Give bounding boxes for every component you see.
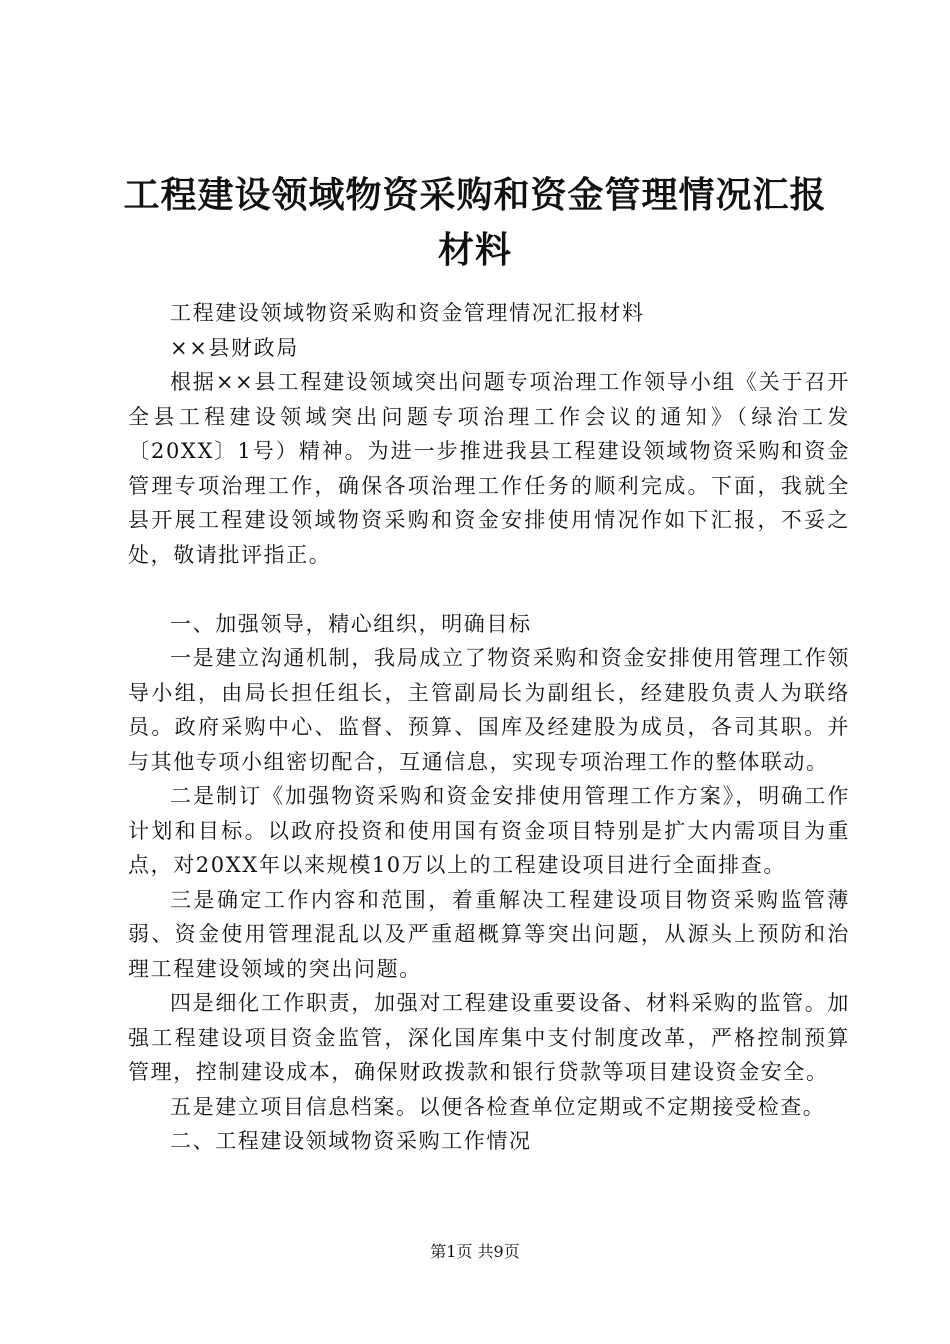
document-body: [128, 296, 850, 1159]
paragraph-subtitle: 工程建设领域物资采购和资金管理情况汇报材料: [170, 301, 645, 325]
paragraph-author: ××县财政局: [170, 335, 299, 360]
section-heading-2: 二、工程建设领域物资采购工作情况: [170, 1129, 532, 1153]
paragraph-item-5: 五是建立项目信息档案。以便各检查单位定期或不定期接受检查。: [170, 1094, 826, 1119]
paragraph-item-4: 四是细化工作职责，加强对工程建设重要设备、材料采购的监管。加强工程建设项目资金监管，深化国库集中支付制度改革，严格控制预算管理，控制建设成本，确保财政拨款和银行贷款等项目建设资金安全。: [128, 991, 850, 1084]
section-heading-1: 一、加强领导，精心组织，明确目标: [170, 611, 532, 636]
page-number: 第1页 共9页: [430, 1242, 520, 1261]
paragraph-intro: 根据××县工程建设领域突出问题专项治理工作领导小组《关于召开全县工程建设领域突出问题专项治理工作会议的通知》（绿治工发〔20XX〕1号）精神。为进一步推进我县工程建设领域物资采购和资金管理专项治理工作，确保各项治理工作任务的顺利完成。下面，我就全县开展工程建设领域物资采购和资金安排使用情况作如下汇报，不妥之处，敬请批评指正。: [128, 370, 850, 567]
paragraph-item-2: 二是制订《加强物资采购和资金安排使用管理工作方案》，明确工作计划和目标。以政府投资和使用国有资金项目特别是扩大内需项目为重点，对20XX年以来规模10万以上的工程建设项目进行全面排查。: [128, 784, 850, 877]
paragraph-item-1: 一是建立沟通机制，我局成立了物资采购和资金安排使用管理工作领导小组，由局长担任组长，主管副局长为副组长，经建股负责人为联络员。政府采购中心、监督、预算、国库及经建股为成员，各司其职。并与其他专项小组密切配合，互通信息，实现专项治理工作的整体联动。: [128, 646, 850, 774]
document-title: 工程建设领域物资采购和资金管理情况汇报材料: [123, 175, 827, 271]
paragraph-item-3: 三是确定工作内容和范围，着重解决工程建设项目物资采购监管薄弱、资金使用管理混乱以及严重超概算等突出问题，从源头上预防和治理工程建设领域的突出问题。: [128, 887, 850, 981]
